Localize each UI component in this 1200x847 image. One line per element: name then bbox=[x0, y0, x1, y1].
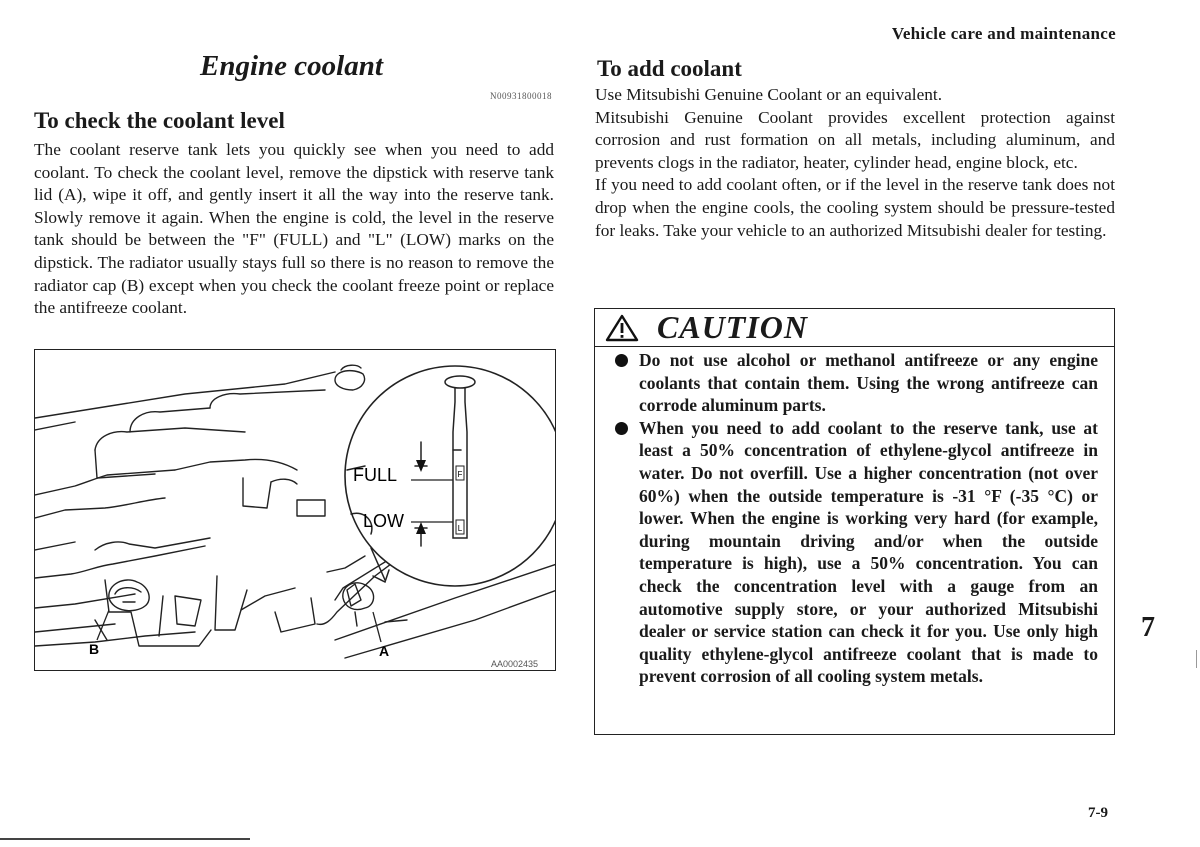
engine-bay-illustration bbox=[34, 349, 556, 671]
caution-title: CAUTION bbox=[657, 309, 809, 345]
caution-box bbox=[594, 308, 1115, 735]
page-number: 7-9 bbox=[1088, 805, 1108, 821]
bottom-rule bbox=[0, 838, 250, 840]
add-coolant-paragraph-1: Use Mitsubishi Genuine Coolant or an equivalent. bbox=[595, 85, 943, 104]
warning-triangle-icon bbox=[605, 314, 639, 342]
add-coolant-paragraph-3: If you need to add coolant often, or if the level in the reserve tank does not drop when the engine cools, the cooling system should be pressure-tested for leaks. Take your vehicle to an authorized Mitsubishi dealer for testing. bbox=[595, 175, 1115, 240]
caution-item-text: Do not use alcohol or methanol antifreeze or any engine coolants that contain them. Using the wrong antifreeze can corrode aluminum parts. bbox=[639, 350, 1098, 416]
bullet-icon bbox=[615, 422, 628, 435]
edge-mark bbox=[1196, 650, 1197, 668]
add-coolant-paragraph-2: Mitsubishi Genuine Coolant provides excellent protection against corrosion and rust formation on all metals, including aluminum, and prevents clogs in the radiator, heater, cylinder head, engine block, etc. bbox=[595, 107, 1115, 172]
add-coolant-text bbox=[595, 84, 1115, 242]
caution-list bbox=[595, 346, 1114, 688]
full-level-label: FULL bbox=[353, 465, 398, 485]
check-coolant-heading: To check the coolant level bbox=[34, 108, 285, 133]
engine-bay-drawing bbox=[35, 350, 556, 671]
reference-code: N00931800018 bbox=[490, 91, 552, 101]
page-title: Engine coolant bbox=[200, 50, 383, 82]
caution-item bbox=[595, 417, 1114, 688]
caution-header bbox=[595, 309, 1114, 347]
low-level-label: LOW bbox=[363, 511, 405, 531]
bullet-icon bbox=[615, 354, 628, 367]
check-coolant-paragraph: The coolant reserve tank lets you quickly see when you need to add coolant. To check the coolant level, remove the dipstick with reserve tank lid (A), wipe it off, and gently insert it all the way into the reserve tank. Slowly remove it again. When the engine is cold, the level in the reserve tank should be between the "F" (FULL) and "L" (LOW) marks on the dipstick. The radiator usually stays full so there is no reason to remove the radiator cap (B) except when you check the coolant freeze point or replace the antifreeze coolant. bbox=[34, 140, 554, 318]
radiator-cap-label-b: B bbox=[89, 641, 100, 657]
section-header: Vehicle care and maintenance bbox=[891, 24, 1116, 43]
caution-item bbox=[595, 349, 1114, 417]
f-mark-label: F bbox=[457, 470, 463, 479]
reserve-tank-label-a: A bbox=[379, 643, 390, 659]
caution-item-text: When you need to add coolant to the reserve tank, use at least a 50% concentration of ethylene-glycol antifreeze in water. Do not overfill. Use a higher concentration (not over 60%) when the outside temperature is -31 °F (-35 °C) or lower. When the engine is working very hard (for example, during mountain driving and/or when the outside temperature is high), use a 50% concentration. You can check the concentration level with a gauge from an automotive supply store, or your authorized Mitsubishi dealer or service station can check it for you. Use only high quality ethylene-glycol antifreeze coolant that is made to prevent corrosion of all cooling system metals. bbox=[639, 417, 1098, 687]
l-mark-label: L bbox=[457, 524, 463, 533]
chapter-tab-number: 7 bbox=[1141, 612, 1155, 643]
figure-code: AA0002435 bbox=[491, 659, 539, 669]
add-coolant-heading: To add coolant bbox=[597, 56, 742, 81]
